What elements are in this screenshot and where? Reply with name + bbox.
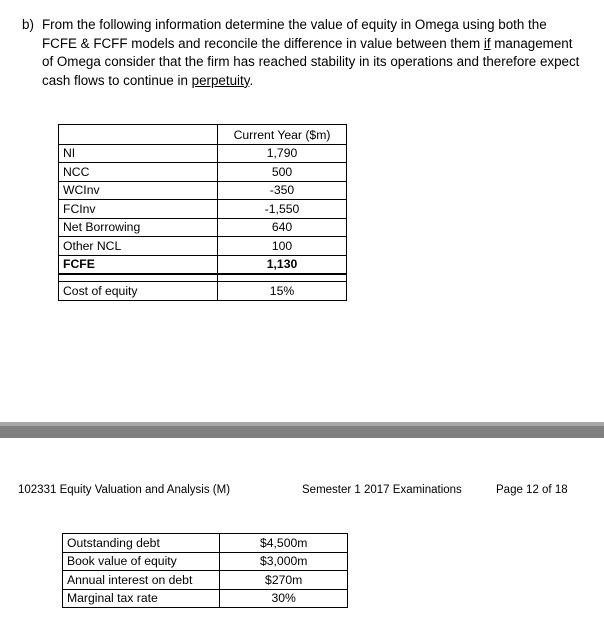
underlined-perpetuity: perpetuity [191,72,250,88]
row-value: 100 [218,237,347,256]
row-value: 30% [220,589,348,608]
table-row [63,552,348,571]
question-text-end: . [249,72,254,88]
row-value: $4,500m [220,534,348,553]
footer-page-number: Page 12 of 18 [496,484,568,496]
cash-flow-table [58,124,347,301]
row-value: 500 [218,163,347,182]
row-label: WCInv [59,181,218,200]
table-row [59,181,347,200]
row-value: 1,790 [218,144,347,163]
question-text-part2: management of Omega consider that the firm has reached stability in its operations and therefore expect cash flows to continue in [42,35,580,88]
row-label: FCInv [59,200,218,219]
footer-exam: Semester 1 2017 Examinations [302,484,462,496]
row-label: Net Borrowing [59,218,218,237]
header-empty-cell [59,125,218,145]
table-row [59,163,347,182]
row-label: Cost of equity [59,282,218,301]
row-value: 1,130 [218,255,347,274]
row-value: -350 [218,181,347,200]
row-label: Outstanding debt [63,534,220,553]
row-value: -1,550 [218,200,347,219]
table-row [63,589,348,608]
table-header-row [59,125,347,145]
header-current-year: Current Year ($m) [218,125,347,145]
question-label: b) [22,17,34,32]
debt-info-table [62,533,348,608]
row-label: NI [59,144,218,163]
question-text-part1: From the following information determine the value of equity in Omega using both the FCFE & FCFF models and reconcile the difference in value between them [42,17,547,51]
row-value: 640 [218,218,347,237]
table-row [59,144,347,163]
row-label: NCC [59,163,218,182]
page-divider-highlight [0,422,604,426]
table-row [59,200,347,219]
question-body [42,16,582,90]
table-row [59,218,347,237]
row-value: 15% [218,282,347,301]
row-label: Other NCL [59,237,218,256]
row-value: $270m [220,571,348,590]
row-label: Annual interest on debt [63,571,220,590]
footer-course: 102331 Equity Valuation and Analysis (M) [18,484,231,496]
table-row [63,534,348,553]
row-value: $3,000m [220,552,348,571]
row-label: Book value of equity [63,552,220,571]
table-spacer-row [59,274,347,282]
row-label: FCFE [59,255,218,274]
table-row-cost-of-equity [59,282,347,301]
table-row-fcfe [59,255,347,274]
underlined-if: if [483,35,491,51]
row-label: Marginal tax rate [63,589,220,608]
table-row [59,237,347,256]
table-row [63,571,348,590]
